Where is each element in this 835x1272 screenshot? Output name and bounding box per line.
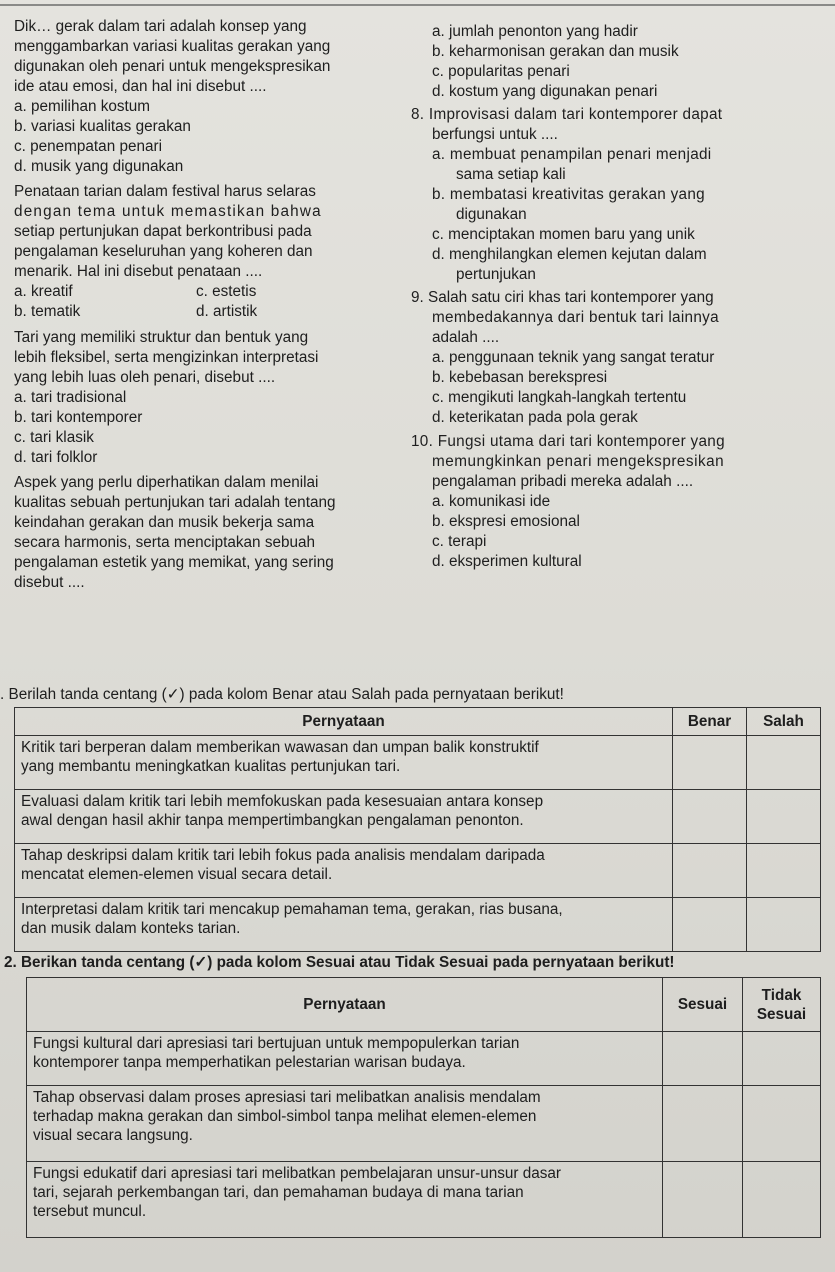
q8-option-a[interactable]: a. membuat penampilan penari menjadi [432,146,712,163]
q-aspek-line-3: keindahan gerakan dan musik bekerja sama [14,514,315,531]
q9-option-d[interactable]: d. keterikatan pada pola gerak [432,409,638,426]
sesuai-checkbox-cell[interactable] [663,1162,743,1238]
table-row [27,1032,821,1086]
q-penataan-option-a[interactable]: a. kreatif [14,283,73,300]
q-dikdas-option-c[interactable]: c. penempatan penari [14,138,162,155]
table-row [15,898,821,952]
table-row [27,1162,821,1238]
table-row [15,844,821,898]
q-dikdas-line-2: menggambarkan variasi kualitas gerakan yang [14,38,331,55]
statement-cell: Fungsi edukatif dari apresiasi tari melibatkan pembelajaran unsur-unsur dasar tari, sejarah perkembangan tari, dan pemahaman budaya di mana tarian tersebut muncul. [27,1162,663,1238]
q8-option-c[interactable]: c. menciptakan momen baru yang unik [432,226,695,243]
q-dikdas-option-a[interactable]: a. pemilihan kostum [14,98,151,115]
q-dikdas-option-d[interactable]: d. musik yang digunakan [14,158,184,175]
salah-checkbox-cell[interactable] [747,790,821,844]
q-penataan-line-4: pengalaman keseluruhan yang koheren dan [14,243,313,260]
q10-line-2: memungkinkan penari mengekspresikan [432,453,725,470]
header-pernyataan: Pernyataan [15,708,673,736]
q9-line-1: 9. Salah satu ciri khas tari kontemporer yang [411,289,714,306]
q10-option-d[interactable]: d. eksperimen kultural [432,553,582,570]
benar-checkbox-cell[interactable] [673,790,747,844]
tidak-sesuai-checkbox-cell[interactable] [743,1086,821,1162]
header-sesuai: Sesuai [663,978,743,1032]
tidak-sesuai-checkbox-cell[interactable] [743,1162,821,1238]
benar-checkbox-cell[interactable] [673,844,747,898]
statement-cell: Tahap observasi dalam proses apresiasi tari melibatkan analisis mendalam terhadap makna gerakan dan simbol-simbol tanpa melihat elemen-elemen visual secara langsung. [27,1086,663,1162]
q-aspek-line-1: Aspek yang perlu diperhatikan dalam menilai [14,474,319,491]
q-tari-option-a[interactable]: a. tari tradisional [14,389,127,406]
table-row [27,1086,821,1162]
q-penataan-line-3: setiap pertunjukan dapat berkontribusi pada [14,223,312,240]
header-tidak-sesuai: Tidak Sesuai [743,978,821,1032]
q8-option-d[interactable]: d. menghilangkan elemen kejutan dalam [432,246,707,263]
section1-instruction: . Berilah tanda centang (✓) pada kolom Benar atau Salah pada pernyataan berikut! [0,686,564,703]
tidak-sesuai-checkbox-cell[interactable] [743,1032,821,1086]
page-top-rule [0,4,835,6]
table-row [15,736,821,790]
q-aspek-line-6: disebut .... [14,574,85,591]
q-penataan-line-5: menarik. Hal ini disebut penataan .... [14,263,263,280]
q-tari-option-d[interactable]: d. tari folklor [14,449,98,466]
table-row [15,790,821,844]
salah-checkbox-cell[interactable] [747,898,821,952]
q-dikdas-option-right-a[interactable]: a. jumlah penonton yang hadir [432,23,638,40]
header-pernyataan: Pernyataan [27,978,663,1032]
q-tari-option-b[interactable]: b. tari kontemporer [14,409,143,426]
q8-option-d-cont: pertunjukan [456,266,536,283]
q10-line-3: pengalaman pribadi mereka adalah .... [432,473,694,490]
q8-line-1: 8. Improvisasi dalam tari kontemporer dapat [411,106,723,123]
q-dikdas-option-b[interactable]: b. variasi kualitas gerakan [14,118,191,135]
q-dikdas-option-right-b[interactable]: b. keharmonisan gerakan dan musik [432,43,679,60]
q-dikdas-option-right-d[interactable]: d. kostum yang digunakan penari [432,83,658,100]
q-dikdas-option-right-c[interactable]: c. popularitas penari [432,63,570,80]
q9-option-b[interactable]: b. kebebasan berekspresi [432,369,608,386]
q-penataan-option-d[interactable]: d. artistik [196,303,258,320]
q10-option-a[interactable]: a. komunikasi ide [432,493,551,510]
q10-option-b[interactable]: b. ekspresi emosional [432,513,580,530]
statement-cell: Tahap deskripsi dalam kritik tari lebih fokus pada analisis mendalam daripada mencatat elemen-elemen visual secara detail. [15,844,673,898]
section2-instruction: 2. Berikan tanda centang (✓) pada kolom Sesuai atau Tidak Sesuai pada pernyataan berikut! [4,954,675,971]
q-tari-line-2: lebih fleksibel, serta mengizinkan interpretasi [14,349,319,366]
q-penataan-line-2: dengan tema untuk memastikan bahwa [14,203,322,220]
sesuai-checkbox-cell[interactable] [663,1032,743,1086]
benar-checkbox-cell[interactable] [673,736,747,790]
q-penataan-line-1: Penataan tarian dalam festival harus selaras [14,183,316,200]
q-dikdas-line-1: Dik… gerak dalam tari adalah konsep yang [14,18,307,35]
q-dikdas-line-4: ide atau emosi, dan hal ini disebut .... [14,78,267,95]
q9-option-c[interactable]: c. mengikuti langkah-langkah tertentu [432,389,687,406]
q-tari-line-1: Tari yang memiliki struktur dan bentuk yang [14,329,309,346]
q8-option-b-cont: digunakan [456,206,527,223]
q10-line-1: 10. Fungsi utama dari tari kontemporer yang [411,433,725,450]
true-false-table [14,707,821,952]
sesuai-checkbox-cell[interactable] [663,1086,743,1162]
q9-line-2: membedakannya dari bentuk tari lainnya [432,309,719,326]
salah-checkbox-cell[interactable] [747,736,821,790]
q9-line-3: adalah .... [432,329,500,346]
salah-checkbox-cell[interactable] [747,844,821,898]
benar-checkbox-cell[interactable] [673,898,747,952]
q-aspek-line-2: kualitas sebuah pertunjukan tari adalah tentang [14,494,336,511]
statement-cell: Fungsi kultural dari apresiasi tari bertujuan untuk mempopulerkan tarian kontemporer tanpa memperhatikan pelestarian warisan budaya. [27,1032,663,1086]
q-tari-option-c[interactable]: c. tari klasik [14,429,94,446]
q8-option-b[interactable]: b. membatasi kreativitas gerakan yang [432,186,705,203]
q-aspek-line-5: pengalaman estetik yang memikat, yang sering [14,554,334,571]
q9-option-a[interactable]: a. penggunaan teknik yang sangat teratur [432,349,715,366]
q-tari-line-3: yang lebih luas oleh penari, disebut .... [14,369,276,386]
sesuai-table [26,977,821,1238]
q-dikdas-line-3: digunakan oleh penari untuk mengekspresikan [14,58,331,75]
q10-option-c[interactable]: c. terapi [432,533,487,550]
q-aspek-line-4: secara harmonis, serta menciptakan sebuah [14,534,316,551]
statement-cell: Interpretasi dalam kritik tari mencakup pemahaman tema, gerakan, rias busana, dan musik dalam konteks tarian. [15,898,673,952]
header-salah: Salah [747,708,821,736]
q-penataan-option-c[interactable]: c. estetis [196,283,257,300]
header-benar: Benar [673,708,747,736]
q8-line-2: berfungsi untuk .... [432,126,558,143]
statement-cell: Evaluasi dalam kritik tari lebih memfokuskan pada kesesuaian antara konsep awal dengan hasil akhir tanpa mempertimbangkan pengalaman penonton. [15,790,673,844]
q8-option-a-cont: sama setiap kali [456,166,566,183]
statement-cell: Kritik tari berperan dalam memberikan wawasan dan umpan balik konstruktif yang membantu meningkatkan kualitas pertunjukan tari. [15,736,673,790]
q-penataan-option-b[interactable]: b. tematik [14,303,81,320]
